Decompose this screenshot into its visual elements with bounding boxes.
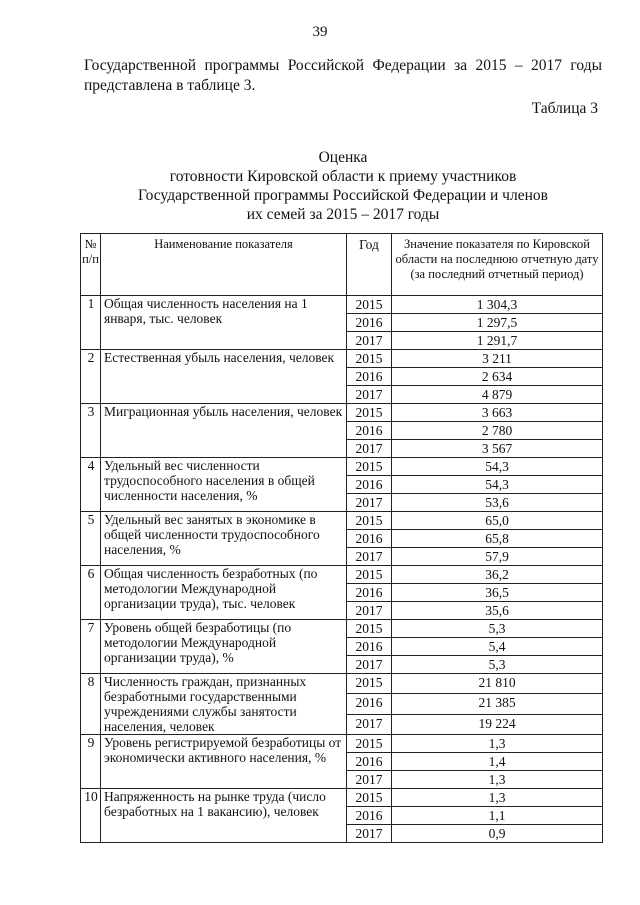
year-cell: 2015 xyxy=(347,512,392,530)
value-cell: 5,3 xyxy=(392,656,603,674)
heading-line: Оценка xyxy=(318,149,368,166)
year-cell: 2015 xyxy=(347,458,392,476)
table-row xyxy=(81,566,603,584)
value-cell: 1,3 xyxy=(392,789,603,807)
value-cell: 1 291,7 xyxy=(392,332,603,350)
table-row xyxy=(81,404,603,422)
value-cell: 54,3 xyxy=(392,476,603,494)
indicator-name: Удельный вес занятых в экономике в общей численности трудоспособного населения, % xyxy=(101,512,347,566)
year-cell: 2016 xyxy=(347,753,392,771)
year-cell: 2017 xyxy=(347,771,392,789)
value-cell: 3 663 xyxy=(392,404,603,422)
header-num: № п/п xyxy=(81,234,101,296)
indicator-name: Численность граждан, признанных безработными государственными учреждениями службы занятости населения, человек xyxy=(101,674,347,735)
value-cell: 1,3 xyxy=(392,771,603,789)
year-cell: 2016 xyxy=(347,476,392,494)
value-cell: 1,4 xyxy=(392,753,603,771)
value-cell: 1,1 xyxy=(392,807,603,825)
year-cell: 2015 xyxy=(347,404,392,422)
row-number: 4 xyxy=(81,458,101,512)
value-cell: 5,4 xyxy=(392,638,603,656)
indicator-name: Уровень общей безработицы (по методологии Международной организации труда), % xyxy=(101,620,347,674)
year-cell: 2017 xyxy=(347,714,392,734)
indicator-name: Общая численность безработных (по методологии Международной организации труда), тыс. человек xyxy=(101,566,347,620)
value-cell: 4 879 xyxy=(392,386,603,404)
table-row xyxy=(81,458,603,476)
indicator-name: Общая численность населения на 1 января, тыс. человек xyxy=(101,296,347,350)
value-cell: 35,6 xyxy=(392,602,603,620)
value-cell: 1 297,5 xyxy=(392,314,603,332)
header-name: Наименование показателя xyxy=(101,234,347,296)
value-cell: 2 780 xyxy=(392,422,603,440)
year-cell: 2015 xyxy=(347,296,392,314)
indicator-name: Напряженность на рынке труда (число безработных на 1 вакансию), человек xyxy=(101,789,347,843)
table-row xyxy=(81,512,603,530)
value-cell: 36,2 xyxy=(392,566,603,584)
row-number: 10 xyxy=(81,789,101,843)
table-row xyxy=(81,789,603,807)
table-body xyxy=(81,296,603,843)
year-cell: 2015 xyxy=(347,789,392,807)
value-cell: 19 224 xyxy=(392,714,603,734)
table-row xyxy=(81,735,603,753)
indicator-name: Миграционная убыль населения, человек xyxy=(101,404,347,458)
year-cell: 2016 xyxy=(347,422,392,440)
value-cell: 1,3 xyxy=(392,735,603,753)
year-cell: 2015 xyxy=(347,674,392,694)
year-cell: 2017 xyxy=(347,386,392,404)
row-number: 7 xyxy=(81,620,101,674)
year-cell: 2016 xyxy=(347,584,392,602)
indicators-table xyxy=(80,233,603,843)
year-cell: 2017 xyxy=(347,825,392,843)
year-cell: 2017 xyxy=(347,602,392,620)
year-cell: 2016 xyxy=(347,694,392,714)
table-row xyxy=(81,350,603,368)
year-cell: 2016 xyxy=(347,314,392,332)
value-cell: 57,9 xyxy=(392,548,603,566)
page-number: 39 xyxy=(312,24,328,40)
intro-paragraph: Государственной программы Российской Федерации за 2015 – 2017 годы представлена в таблице 3. xyxy=(84,57,602,94)
row-number: 5 xyxy=(81,512,101,566)
year-cell: 2016 xyxy=(347,530,392,548)
table-heading xyxy=(84,148,602,224)
value-cell: 21 385 xyxy=(392,694,603,714)
year-cell: 2015 xyxy=(347,350,392,368)
table-row xyxy=(81,620,603,638)
year-cell: 2016 xyxy=(347,807,392,825)
value-cell: 0,9 xyxy=(392,825,603,843)
table-row xyxy=(81,674,603,694)
value-cell: 3 567 xyxy=(392,440,603,458)
value-cell: 5,3 xyxy=(392,620,603,638)
year-cell: 2017 xyxy=(347,494,392,512)
indicator-name: Естественная убыль населения, человек xyxy=(101,350,347,404)
value-cell: 36,5 xyxy=(392,584,603,602)
value-cell: 53,6 xyxy=(392,494,603,512)
value-cell: 21 810 xyxy=(392,674,603,694)
table-row xyxy=(81,296,603,314)
row-number: 8 xyxy=(81,674,101,735)
year-cell: 2017 xyxy=(347,332,392,350)
value-cell: 65,8 xyxy=(392,530,603,548)
value-cell: 2 634 xyxy=(392,368,603,386)
row-number: 6 xyxy=(81,566,101,620)
year-cell: 2015 xyxy=(347,566,392,584)
year-cell: 2017 xyxy=(347,656,392,674)
heading-line: готовности Кировской области к приему участников xyxy=(169,168,517,185)
heading-line: Государственной программы Российской Федерации и членов xyxy=(138,187,548,204)
table-label: Таблица 3 xyxy=(531,100,598,117)
year-cell: 2017 xyxy=(347,548,392,566)
year-cell: 2015 xyxy=(347,735,392,753)
row-number: 9 xyxy=(81,735,101,789)
indicator-name: Уровень регистрируемой безработицы от экономически активного населения, % xyxy=(101,735,347,789)
year-cell: 2016 xyxy=(347,638,392,656)
header-year: Год xyxy=(347,234,392,296)
value-cell: 65,0 xyxy=(392,512,603,530)
year-cell: 2017 xyxy=(347,440,392,458)
indicator-name: Удельный вес численности трудоспособного населения в общей численности населения, % xyxy=(101,458,347,512)
row-number: 1 xyxy=(81,296,101,350)
year-cell: 2015 xyxy=(347,620,392,638)
heading-line: их семей за 2015 – 2017 годы xyxy=(246,206,440,223)
value-cell: 54,3 xyxy=(392,458,603,476)
row-number: 2 xyxy=(81,350,101,404)
row-number: 3 xyxy=(81,404,101,458)
value-cell: 1 304,3 xyxy=(392,296,603,314)
value-cell: 3 211 xyxy=(392,350,603,368)
header-value: Значение показателя по Кировской области на последнюю отчетную дату (за последний отчетный период) xyxy=(392,234,603,296)
year-cell: 2016 xyxy=(347,368,392,386)
